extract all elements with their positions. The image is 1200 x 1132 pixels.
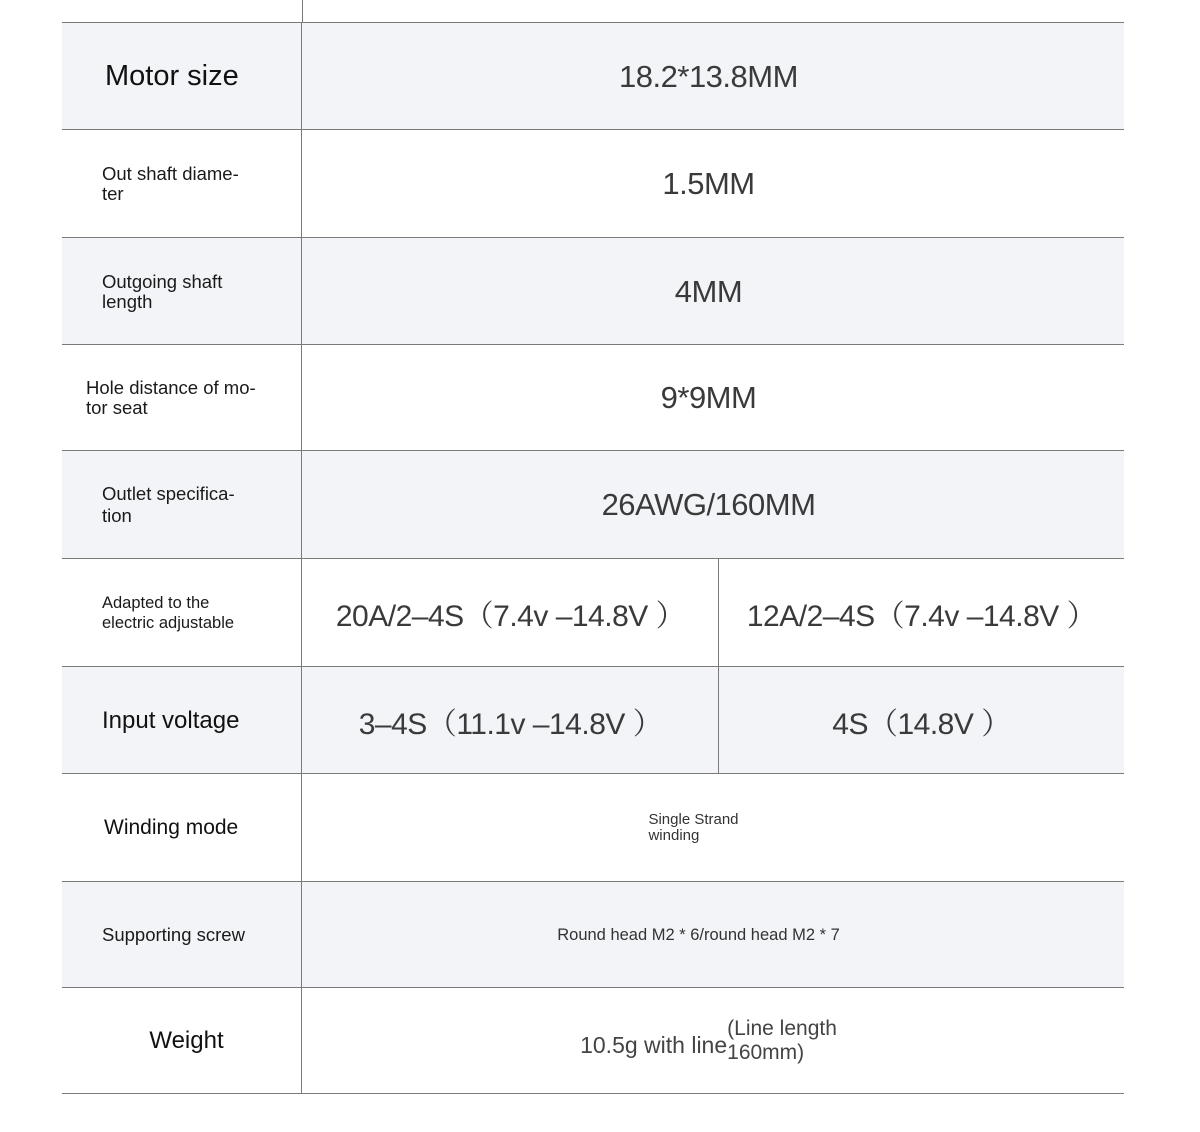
row-value-cell (303, 774, 1124, 882)
row-value-a: 3–4S（11.1v –14.8V ） (358, 707, 663, 741)
row-value-cell-b (719, 667, 1124, 774)
row-label-cell (62, 774, 302, 882)
table-row-out-shaft-diameter (62, 129, 1124, 238)
row-value-cell (303, 882, 1124, 988)
table-row-outlet-specification (62, 450, 1124, 559)
row-label: Out shaft diame- ter (102, 163, 239, 204)
table-row-hole-distance (62, 344, 1124, 451)
row-label: Outlet specifica- tion (102, 483, 235, 526)
table-row-winding-mode (62, 773, 1124, 882)
row-label: Outgoing shaft length (102, 270, 223, 312)
row-value-cell-b (719, 559, 1124, 667)
table-row-outgoing-shaft-length (62, 237, 1124, 345)
row-label-cell (62, 23, 302, 130)
row-value-cell (303, 238, 1124, 345)
row-value: Single Strand winding (648, 811, 739, 844)
row-value-cell (303, 130, 1124, 238)
table-row-supporting-screw (62, 881, 1124, 988)
row-value-cell (303, 345, 1124, 451)
row-value-cell (303, 988, 1124, 1093)
row-value-note: (Line length 160mm) (727, 1016, 837, 1064)
table-row-motor-size (62, 22, 1124, 130)
table-row-adapted-esc (62, 558, 1124, 667)
table-row-weight (62, 987, 1124, 1094)
row-value-cell-a (303, 559, 719, 667)
row-label: Hole distance of mo- tor seat (86, 377, 256, 418)
row-value: 26AWG/160MM (601, 487, 816, 522)
row-value-cell (303, 451, 1124, 559)
row-label-cell (62, 988, 302, 1093)
row-label: Winding mode (104, 816, 239, 839)
row-value: 4MM (674, 273, 743, 309)
row-value-b: 12A/2–4S（7.4v –14.8V ） (746, 600, 1097, 633)
row-label: Input voltage (102, 706, 240, 734)
row-label-cell (62, 451, 302, 559)
row-value: 9*9MM (660, 380, 757, 415)
row-value: Round head M2 * 6/round head M2 * 7 (557, 925, 840, 944)
row-label-cell (62, 238, 302, 345)
row-value-main: 10.5g with line (580, 1031, 728, 1058)
row-value: 18.2*13.8MM (619, 58, 798, 94)
row-label: Motor size (105, 60, 239, 92)
column-divider-stub (302, 0, 303, 22)
row-label-cell (62, 882, 302, 988)
row-label-cell (62, 130, 302, 238)
row-label-cell (62, 559, 302, 667)
table-row-input-voltage (62, 666, 1124, 774)
row-label: Adapted to the electric adjustable (102, 594, 235, 632)
row-value-cell (303, 23, 1124, 130)
row-label: Supporting screw (102, 924, 245, 945)
row-value: 1.5MM (662, 166, 755, 201)
row-value-cell-a (303, 667, 719, 774)
weight-value-group (580, 1017, 837, 1065)
row-label-cell (62, 345, 302, 451)
row-value-a: 20A/2–4S（7.4v –14.8V ） (335, 600, 686, 633)
row-label-cell (62, 667, 302, 774)
row-label: Weight (149, 1026, 224, 1054)
row-value-b: 4S（14.8V ） (832, 707, 1011, 741)
